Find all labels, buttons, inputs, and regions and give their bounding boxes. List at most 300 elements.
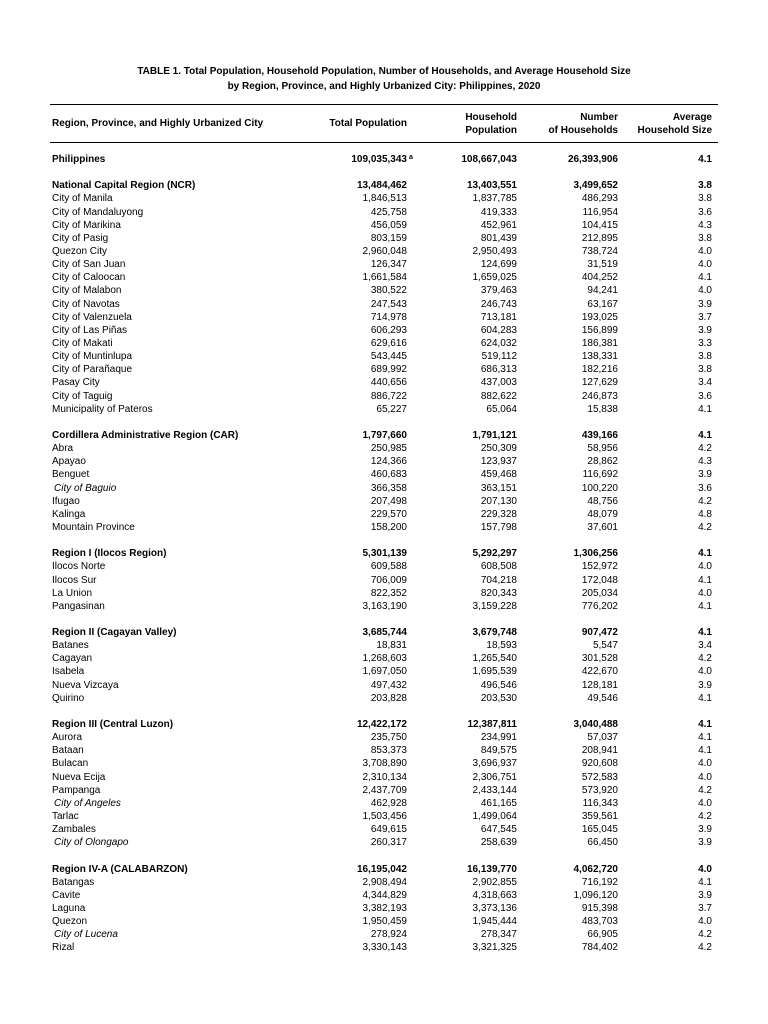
total-population-cell: 65,227	[376, 403, 407, 415]
area-name: City of Angeles	[54, 797, 121, 809]
average-household-size-cell: 4.0	[698, 285, 712, 297]
region-total-row	[52, 179, 714, 192]
total-population-cell: 203,828	[370, 692, 407, 704]
total-population-cell: 1,846,513	[362, 193, 407, 205]
household-population-cell: 882,622	[480, 390, 517, 402]
table-row	[52, 206, 714, 219]
households-cell: 573,920	[581, 784, 618, 796]
table-row	[52, 442, 714, 455]
households-cell: 915,398	[581, 903, 618, 915]
area-name: Region II (Cagayan Valley)	[52, 627, 177, 639]
average-household-size-cell: 3.9	[698, 324, 712, 336]
average-household-size-cell: 3.7	[698, 311, 712, 323]
households-cell: 246,873	[581, 390, 618, 402]
table-row	[52, 652, 714, 665]
table-title-line-1: TABLE 1. Total Population, Household Population, Number of Households, and Average Household Size	[137, 66, 631, 77]
total-population-cell: 2,960,048	[362, 245, 407, 257]
area-name: City of Mandaluyong	[52, 206, 144, 218]
average-household-size-cell: 4.0	[698, 797, 712, 809]
household-population-cell: 203,530	[480, 692, 517, 704]
household-population-cell: 229,328	[480, 508, 517, 520]
households-cell: 716,192	[581, 876, 618, 888]
area-name: City of Malabon	[52, 285, 122, 297]
household-population-cell: 820,343	[480, 587, 517, 599]
average-household-size-cell: 4.1	[698, 745, 712, 757]
average-household-size-cell: 4.0	[698, 561, 712, 573]
households-cell: 104,415	[581, 219, 618, 231]
households-cell: 182,216	[581, 364, 618, 376]
total-population-cell: 247,543	[370, 298, 407, 310]
households-cell: 483,703	[581, 916, 618, 928]
household-population-cell: 12,387,811	[467, 719, 517, 731]
table-title	[0, 64, 768, 94]
total-population-cell: 462,928	[370, 797, 407, 809]
average-household-size-cell: 3.8	[698, 232, 712, 244]
header-top-rule	[50, 104, 718, 105]
household-population-cell: 604,283	[480, 324, 517, 336]
average-household-size-cell: 4.2	[698, 784, 712, 796]
total-population-cell: 606,293	[370, 324, 407, 336]
footnote-marker: a	[409, 154, 413, 161]
household-population-cell: 123,937	[480, 456, 517, 468]
population-table	[52, 153, 714, 955]
area-name: City of Valenzuela	[52, 311, 132, 323]
household-population-cell: 3,159,228	[472, 600, 517, 612]
average-household-size-cell: 3.6	[698, 390, 712, 402]
area-name: City of Marikina	[52, 219, 121, 231]
households-cell: 784,402	[581, 942, 618, 954]
average-household-size-cell: 4.1	[698, 574, 712, 586]
households-cell: 152,972	[581, 561, 618, 573]
total-population-cell: 380,522	[370, 285, 407, 297]
table-row	[52, 560, 714, 573]
total-population-cell: 440,656	[370, 377, 407, 389]
household-population-cell: 801,439	[480, 232, 517, 244]
household-population-cell: 246,743	[480, 298, 517, 310]
average-household-size-cell: 4.0	[698, 587, 712, 599]
average-household-size-cell: 4.2	[698, 443, 712, 455]
area-name: City of Parañaque	[52, 364, 133, 376]
households-cell: 3,040,488	[573, 719, 618, 731]
table-row	[52, 941, 714, 954]
household-population-cell: 1,265,540	[472, 653, 517, 665]
header-average-household-size-line-2: Household Size	[637, 124, 712, 136]
total-population-cell: 126,347	[370, 259, 407, 271]
total-population-cell: 4,344,829	[362, 889, 407, 901]
households-cell: 15,838	[587, 403, 618, 415]
households-cell: 1,306,256	[573, 548, 618, 560]
area-name: Ilocos Norte	[52, 561, 106, 573]
area-name: National Capital Region (NCR)	[52, 180, 196, 192]
header-average-household-size	[638, 112, 712, 137]
total-population-cell: 1,268,603	[362, 653, 407, 665]
total-population-cell: 3,708,890	[362, 758, 407, 770]
area-name: Ilocos Sur	[52, 574, 97, 586]
area-name: Kalinga	[52, 508, 86, 520]
average-household-size-cell: 3.7	[698, 903, 712, 915]
households-cell: 5,547	[592, 640, 618, 652]
households-cell: 31,519	[587, 259, 618, 271]
households-cell: 165,045	[581, 824, 618, 836]
average-household-size-cell: 3.8	[698, 180, 712, 192]
households-cell: 301,528	[581, 653, 618, 665]
table-row	[52, 665, 714, 678]
household-population-cell: 3,696,937	[472, 758, 517, 770]
average-household-size-cell: 4.2	[698, 929, 712, 941]
total-population-cell: 366,358	[370, 482, 407, 494]
households-cell: 57,037	[587, 732, 618, 744]
total-population-cell: 124,366	[370, 456, 407, 468]
households-cell: 186,381	[581, 337, 618, 349]
household-population-cell: 1,695,539	[472, 666, 517, 678]
household-population-cell: 3,679,748	[472, 627, 517, 639]
header-bottom-rule	[50, 142, 718, 143]
total-population-cell: 235,750	[370, 732, 407, 744]
average-household-size-cell: 4.1	[698, 272, 712, 284]
area-name: City of Las Piñas	[52, 324, 128, 336]
total-population-cell: 853,373	[370, 745, 407, 757]
table-row	[52, 574, 714, 587]
average-household-size-cell: 4.3	[698, 219, 712, 231]
header-household-population	[465, 112, 517, 137]
table-row	[52, 271, 714, 284]
table-row	[52, 639, 714, 652]
table-row	[52, 324, 714, 337]
households-cell: 156,899	[581, 324, 618, 336]
area-name: City of Taguig	[52, 390, 113, 402]
table-row	[52, 836, 714, 849]
area-name: Region IV-A (CALABARZON)	[52, 863, 188, 875]
area-name: Batanes	[52, 640, 89, 652]
total-population-cell: 460,683	[370, 469, 407, 481]
households-cell: 138,331	[581, 351, 618, 363]
area-name: Ifugao	[52, 495, 80, 507]
total-population-cell: 803,159	[370, 232, 407, 244]
household-population-cell: 437,003	[480, 377, 517, 389]
table-row	[52, 495, 714, 508]
table-row	[52, 784, 714, 797]
average-household-size-cell: 3.6	[698, 206, 712, 218]
total-population-cell: 3,685,744	[362, 627, 407, 639]
households-cell: 116,954	[582, 206, 618, 218]
average-household-size-cell: 4.2	[698, 521, 712, 533]
total-population-cell: 543,445	[370, 351, 407, 363]
region-total-row	[52, 626, 714, 639]
area-name: Apayao	[52, 456, 86, 468]
table-row	[52, 232, 714, 245]
households-cell: 4,062,720	[573, 863, 618, 875]
households-cell: 48,079	[587, 508, 618, 520]
average-household-size-cell: 4.0	[698, 771, 712, 783]
area-name: City of Lucena	[54, 929, 118, 941]
area-name: Benguet	[52, 469, 90, 481]
total-population-cell: 12,422,172	[356, 719, 407, 731]
average-household-size-cell: 4.8	[698, 508, 712, 520]
table-row	[52, 468, 714, 481]
table-row	[52, 771, 714, 784]
table-row	[52, 797, 714, 810]
households-cell: 94,241	[587, 285, 618, 297]
area-name: Pangasinan	[52, 600, 105, 612]
area-name: La Union	[52, 587, 93, 599]
table-row	[52, 219, 714, 232]
area-name: City of Navotas	[52, 298, 120, 310]
household-population-cell: 849,575	[480, 745, 517, 757]
households-cell: 66,450	[587, 837, 618, 849]
household-population-cell: 2,950,493	[472, 245, 517, 257]
average-household-size-cell: 4.1	[698, 692, 712, 704]
households-cell: 439,166	[581, 429, 618, 441]
total-population-cell: 1,697,050	[362, 666, 407, 678]
header-total-population: Total Population	[329, 118, 407, 129]
total-population-cell: 1,661,584	[362, 272, 407, 284]
average-household-size-cell: 4.2	[698, 811, 712, 823]
household-population-cell: 624,032	[480, 337, 517, 349]
table-row	[52, 915, 714, 928]
total-population-cell: 706,009	[370, 574, 407, 586]
average-household-size-cell: 3.9	[698, 837, 712, 849]
households-cell: 776,202	[581, 600, 618, 612]
area-name: Philippines	[52, 154, 106, 165]
household-population-cell: 686,313	[480, 364, 517, 376]
row-spacer	[52, 166, 714, 179]
row-spacer	[52, 705, 714, 718]
table-row	[52, 311, 714, 324]
average-household-size-cell: 4.1	[698, 154, 712, 165]
average-household-size-cell: 4.1	[698, 719, 712, 731]
average-household-size-cell: 3.8	[698, 351, 712, 363]
region-total-row	[52, 547, 714, 560]
households-cell: 907,472	[581, 627, 618, 639]
table-row	[52, 350, 714, 363]
average-household-size-cell: 4.1	[698, 732, 712, 744]
table-row	[52, 587, 714, 600]
average-household-size-cell: 4.1	[698, 627, 712, 639]
total-population-cell: 456,059	[370, 219, 407, 231]
average-household-size-cell: 4.0	[698, 245, 712, 257]
table-row	[52, 245, 714, 258]
households-cell: 404,252	[581, 272, 618, 284]
table-row	[52, 390, 714, 403]
households-cell: 172,048	[581, 574, 618, 586]
area-name: Isabela	[52, 666, 85, 678]
table-row	[52, 876, 714, 889]
household-population-cell: 704,218	[480, 574, 517, 586]
header-average-household-size-line-1: Average	[672, 112, 712, 123]
average-household-size-cell: 4.2	[698, 653, 712, 665]
region-total-row	[52, 429, 714, 442]
average-household-size-cell: 3.9	[698, 679, 712, 691]
households-cell: 212,895	[581, 232, 618, 244]
total-population-cell: 1,797,660	[362, 429, 407, 441]
total-population-cell: 497,432	[370, 679, 407, 691]
households-cell: 37,601	[587, 521, 618, 533]
area-name: Mountain Province	[52, 521, 135, 533]
household-population-cell: 3,321,325	[472, 942, 517, 954]
households-cell: 3,499,652	[573, 180, 618, 192]
average-household-size-cell: 4.2	[698, 942, 712, 954]
households-cell: 1,096,120	[573, 889, 618, 901]
households-cell: 193,025	[581, 311, 618, 323]
total-population-cell: 260,317	[370, 837, 407, 849]
total-population-cell: 2,437,709	[362, 784, 407, 796]
table-row	[52, 823, 714, 836]
row-spacer	[52, 534, 714, 547]
household-population-cell: 2,433,144	[472, 784, 517, 796]
households-cell: 738,724	[581, 245, 618, 257]
average-household-size-cell: 3.9	[698, 824, 712, 836]
average-household-size-cell: 3.4	[698, 640, 712, 652]
household-population-cell: 13,403,551	[466, 180, 517, 192]
table-row	[52, 810, 714, 823]
households-cell: 66,905	[587, 929, 618, 941]
total-population-cell: 278,924	[370, 929, 407, 941]
area-name: Municipality of Pateros	[52, 403, 153, 415]
households-cell: 422,670	[581, 666, 618, 678]
area-name: Aurora	[52, 732, 83, 744]
header-number-of-households	[549, 112, 618, 137]
table-row	[52, 679, 714, 692]
table-row	[52, 363, 714, 376]
household-population-cell: 207,130	[480, 495, 517, 507]
household-population-cell: 1,499,064	[472, 811, 517, 823]
household-population-cell: 608,508	[480, 561, 517, 573]
table-row	[52, 928, 714, 941]
average-household-size-cell: 3.6	[698, 482, 712, 494]
total-population-cell: 18,831	[376, 640, 407, 652]
average-household-size-cell: 3.9	[698, 469, 712, 481]
area-name: Nueva Vizcaya	[52, 679, 119, 691]
average-household-size-cell: 4.1	[698, 429, 712, 441]
area-name: Quezon	[52, 916, 88, 928]
household-population-cell: 647,545	[480, 824, 517, 836]
area-name: Cagayan	[52, 653, 93, 665]
table-row	[52, 403, 714, 416]
area-name: Pasay City	[52, 377, 100, 389]
table-row	[52, 298, 714, 311]
household-population-cell: 278,347	[480, 929, 517, 941]
total-population-cell: 3,330,143	[362, 942, 407, 954]
total-population-cell: 109,035,343	[351, 154, 407, 165]
average-household-size-cell: 4.0	[698, 863, 712, 875]
average-household-size-cell: 4.0	[698, 259, 712, 271]
table-row	[52, 889, 714, 902]
total-population-cell: 229,570	[370, 508, 407, 520]
total-population-cell: 158,200	[370, 521, 407, 533]
total-population-cell: 886,722	[370, 390, 407, 402]
average-household-size-cell: 4.0	[698, 758, 712, 770]
household-population-cell: 5,292,297	[472, 548, 517, 560]
table-row	[52, 258, 714, 271]
households-cell: 359,561	[581, 811, 618, 823]
header-region: Region, Province, and Highly Urbanized City	[52, 118, 264, 129]
average-household-size-cell: 4.1	[698, 403, 712, 415]
area-name: City of Baguio	[54, 482, 117, 494]
area-name: Bataan	[52, 745, 84, 757]
total-population-cell: 16,195,042	[356, 863, 407, 875]
total-population-cell: 2,908,494	[362, 876, 407, 888]
household-population-cell: 496,546	[480, 679, 517, 691]
header-number-of-households-line-1: Number	[580, 112, 618, 123]
table-row	[52, 692, 714, 705]
total-population-cell: 609,588	[370, 561, 407, 573]
household-population-cell: 1,945,444	[472, 916, 517, 928]
table-row	[52, 376, 714, 389]
table-row	[52, 482, 714, 495]
household-population-cell: 2,306,751	[472, 771, 517, 783]
households-cell: 572,583	[581, 771, 618, 783]
table-row	[52, 902, 714, 915]
area-name: Laguna	[52, 903, 86, 915]
area-name: Rizal	[52, 942, 75, 954]
table-row	[52, 508, 714, 521]
households-cell: 48,756	[587, 495, 618, 507]
area-name: City of Muntinlupa	[52, 351, 133, 363]
household-population-cell: 258,639	[480, 837, 517, 849]
table-row	[52, 600, 714, 613]
area-name: City of Olongapo	[54, 837, 129, 849]
households-cell: 208,941	[581, 745, 618, 757]
households-cell: 49,546	[587, 692, 618, 704]
average-household-size-cell: 3.9	[698, 889, 712, 901]
average-household-size-cell: 4.0	[698, 916, 712, 928]
households-cell: 28,862	[587, 456, 618, 468]
area-name: City of San Juan	[52, 259, 126, 271]
region-total-row	[52, 153, 714, 166]
household-population-cell: 16,139,770	[466, 863, 517, 875]
household-population-cell: 461,165	[480, 797, 517, 809]
area-name: Cordillera Administrative Region (CAR)	[52, 429, 239, 441]
area-name: Tarlac	[52, 811, 79, 823]
household-population-cell: 713,181	[480, 311, 517, 323]
area-name: Quezon City	[52, 245, 108, 257]
total-population-cell: 649,615	[370, 824, 407, 836]
total-population-cell: 689,992	[370, 364, 407, 376]
household-population-cell: 419,333	[480, 206, 517, 218]
region-total-row	[52, 863, 714, 876]
household-population-cell: 1,659,025	[472, 272, 517, 284]
table-title-line-2: by Region, Province, and Highly Urbanized City: Philippines, 2020	[227, 81, 541, 92]
average-household-size-cell: 3.3	[698, 337, 712, 349]
average-household-size-cell: 4.2	[698, 495, 712, 507]
area-name: Nueva Ecija	[52, 771, 106, 783]
household-population-cell: 459,468	[480, 469, 517, 481]
average-household-size-cell: 4.0	[698, 666, 712, 678]
header-household-population-line-1: Household	[465, 112, 517, 123]
row-spacer	[52, 849, 714, 862]
average-household-size-cell: 3.8	[698, 193, 712, 205]
area-name: City of Manila	[52, 193, 113, 205]
table-row	[52, 521, 714, 534]
table-row	[52, 337, 714, 350]
average-household-size-cell: 4.1	[698, 600, 712, 612]
average-household-size-cell: 3.9	[698, 298, 712, 310]
households-cell: 100,220	[581, 482, 618, 494]
table-row	[52, 757, 714, 770]
household-population-cell: 1,791,121	[472, 429, 517, 441]
households-cell: 127,629	[581, 377, 618, 389]
household-population-cell: 108,667,043	[461, 154, 517, 165]
household-population-cell: 157,798	[480, 521, 517, 533]
household-population-cell: 234,991	[480, 732, 517, 744]
table-row	[52, 731, 714, 744]
household-population-cell: 452,961	[480, 219, 517, 231]
average-household-size-cell: 4.3	[698, 456, 712, 468]
total-population-cell: 425,758	[370, 206, 407, 218]
households-cell: 128,181	[581, 679, 618, 691]
total-population-cell: 714,978	[370, 311, 407, 323]
area-name: Region III (Central Luzon)	[52, 719, 174, 731]
